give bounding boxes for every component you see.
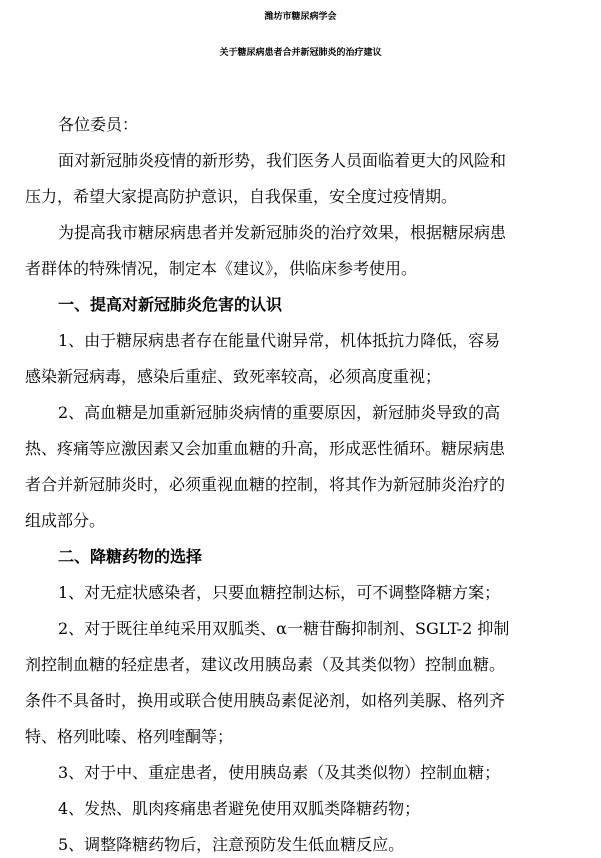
paragraph-line: 组成部分。 (25, 511, 106, 530)
salutation: 各位委员： (58, 115, 139, 134)
paragraph-line: 条件不具备时，换用或联合使用胰岛素促泌剂，如格列美脲、格列齐 (25, 691, 506, 710)
paragraph-line: 1、对无症状感染者，只要血糖控制达标，可不调整降糖方案； (58, 583, 501, 602)
paragraph-line: 5、调整降糖药物后，注意预防发生低血糖反应。 (58, 835, 405, 854)
paragraph-line: 剂控制血糖的轻症患者，建议改用胰岛素（及其类似物）控制血糖。 (25, 655, 506, 674)
paragraph-line: 2、高血糖是加重新冠肺炎病情的重要原因，新冠肺炎导致的高 (58, 403, 501, 422)
paragraph-line: 4、发热、肌肉疼痛患者避免使用双胍类降糖药物； (58, 799, 421, 818)
paragraph-line: 感染新冠病毒，感染后重症、致死率较高，必须高度重视； (25, 367, 442, 386)
paragraph-line: 热、疼痛等应激因素又会加重血糖的升高，形成恶性循环。糖尿病患 (25, 439, 506, 458)
document-title-subject: 关于糖尿病患者合并新冠肺炎的治疗建议 (219, 48, 382, 58)
paragraph-line: 3、对于中、重症患者，使用胰岛素（及其类似物）控制血糖； (58, 763, 501, 782)
paragraph-line: 为提高我市糖尿病患者并发新冠肺炎的治疗效果，根据糖尿病患 (58, 223, 507, 242)
paragraph-line: 2、对于既往单纯采用双胍类、α一糖苷酶抑制剂、SGLT-2 抑制 (58, 619, 510, 638)
document-title-organization: 潍坊市糖尿病学会 (264, 12, 337, 22)
section-heading-2: 二、降糖药物的选择 (58, 547, 203, 566)
paragraph-line: 压力，希望大家提高防护意识，自我保重，安全度过疫情期。 (25, 187, 458, 206)
paragraph-line: 面对新冠肺炎疫情的新形势，我们医务人员面临着更大的风险和 (58, 151, 507, 170)
paragraph-line: 1、由于糖尿病患者存在能量代谢异常，机体抵抗力降低，容易 (58, 331, 501, 350)
paragraph-line: 者群体的特殊情况，制定本《建议》，供临床参考使用。 (25, 259, 418, 278)
section-heading-1: 一、提高对新冠肺炎危害的认识 (58, 295, 283, 314)
paragraph-line: 者合并新冠肺炎时，必须重视血糖的控制，将其作为新冠肺炎治疗的 (25, 475, 506, 494)
paragraph-line: 特、格列吡嗪、格列喹酮等； (25, 727, 234, 746)
